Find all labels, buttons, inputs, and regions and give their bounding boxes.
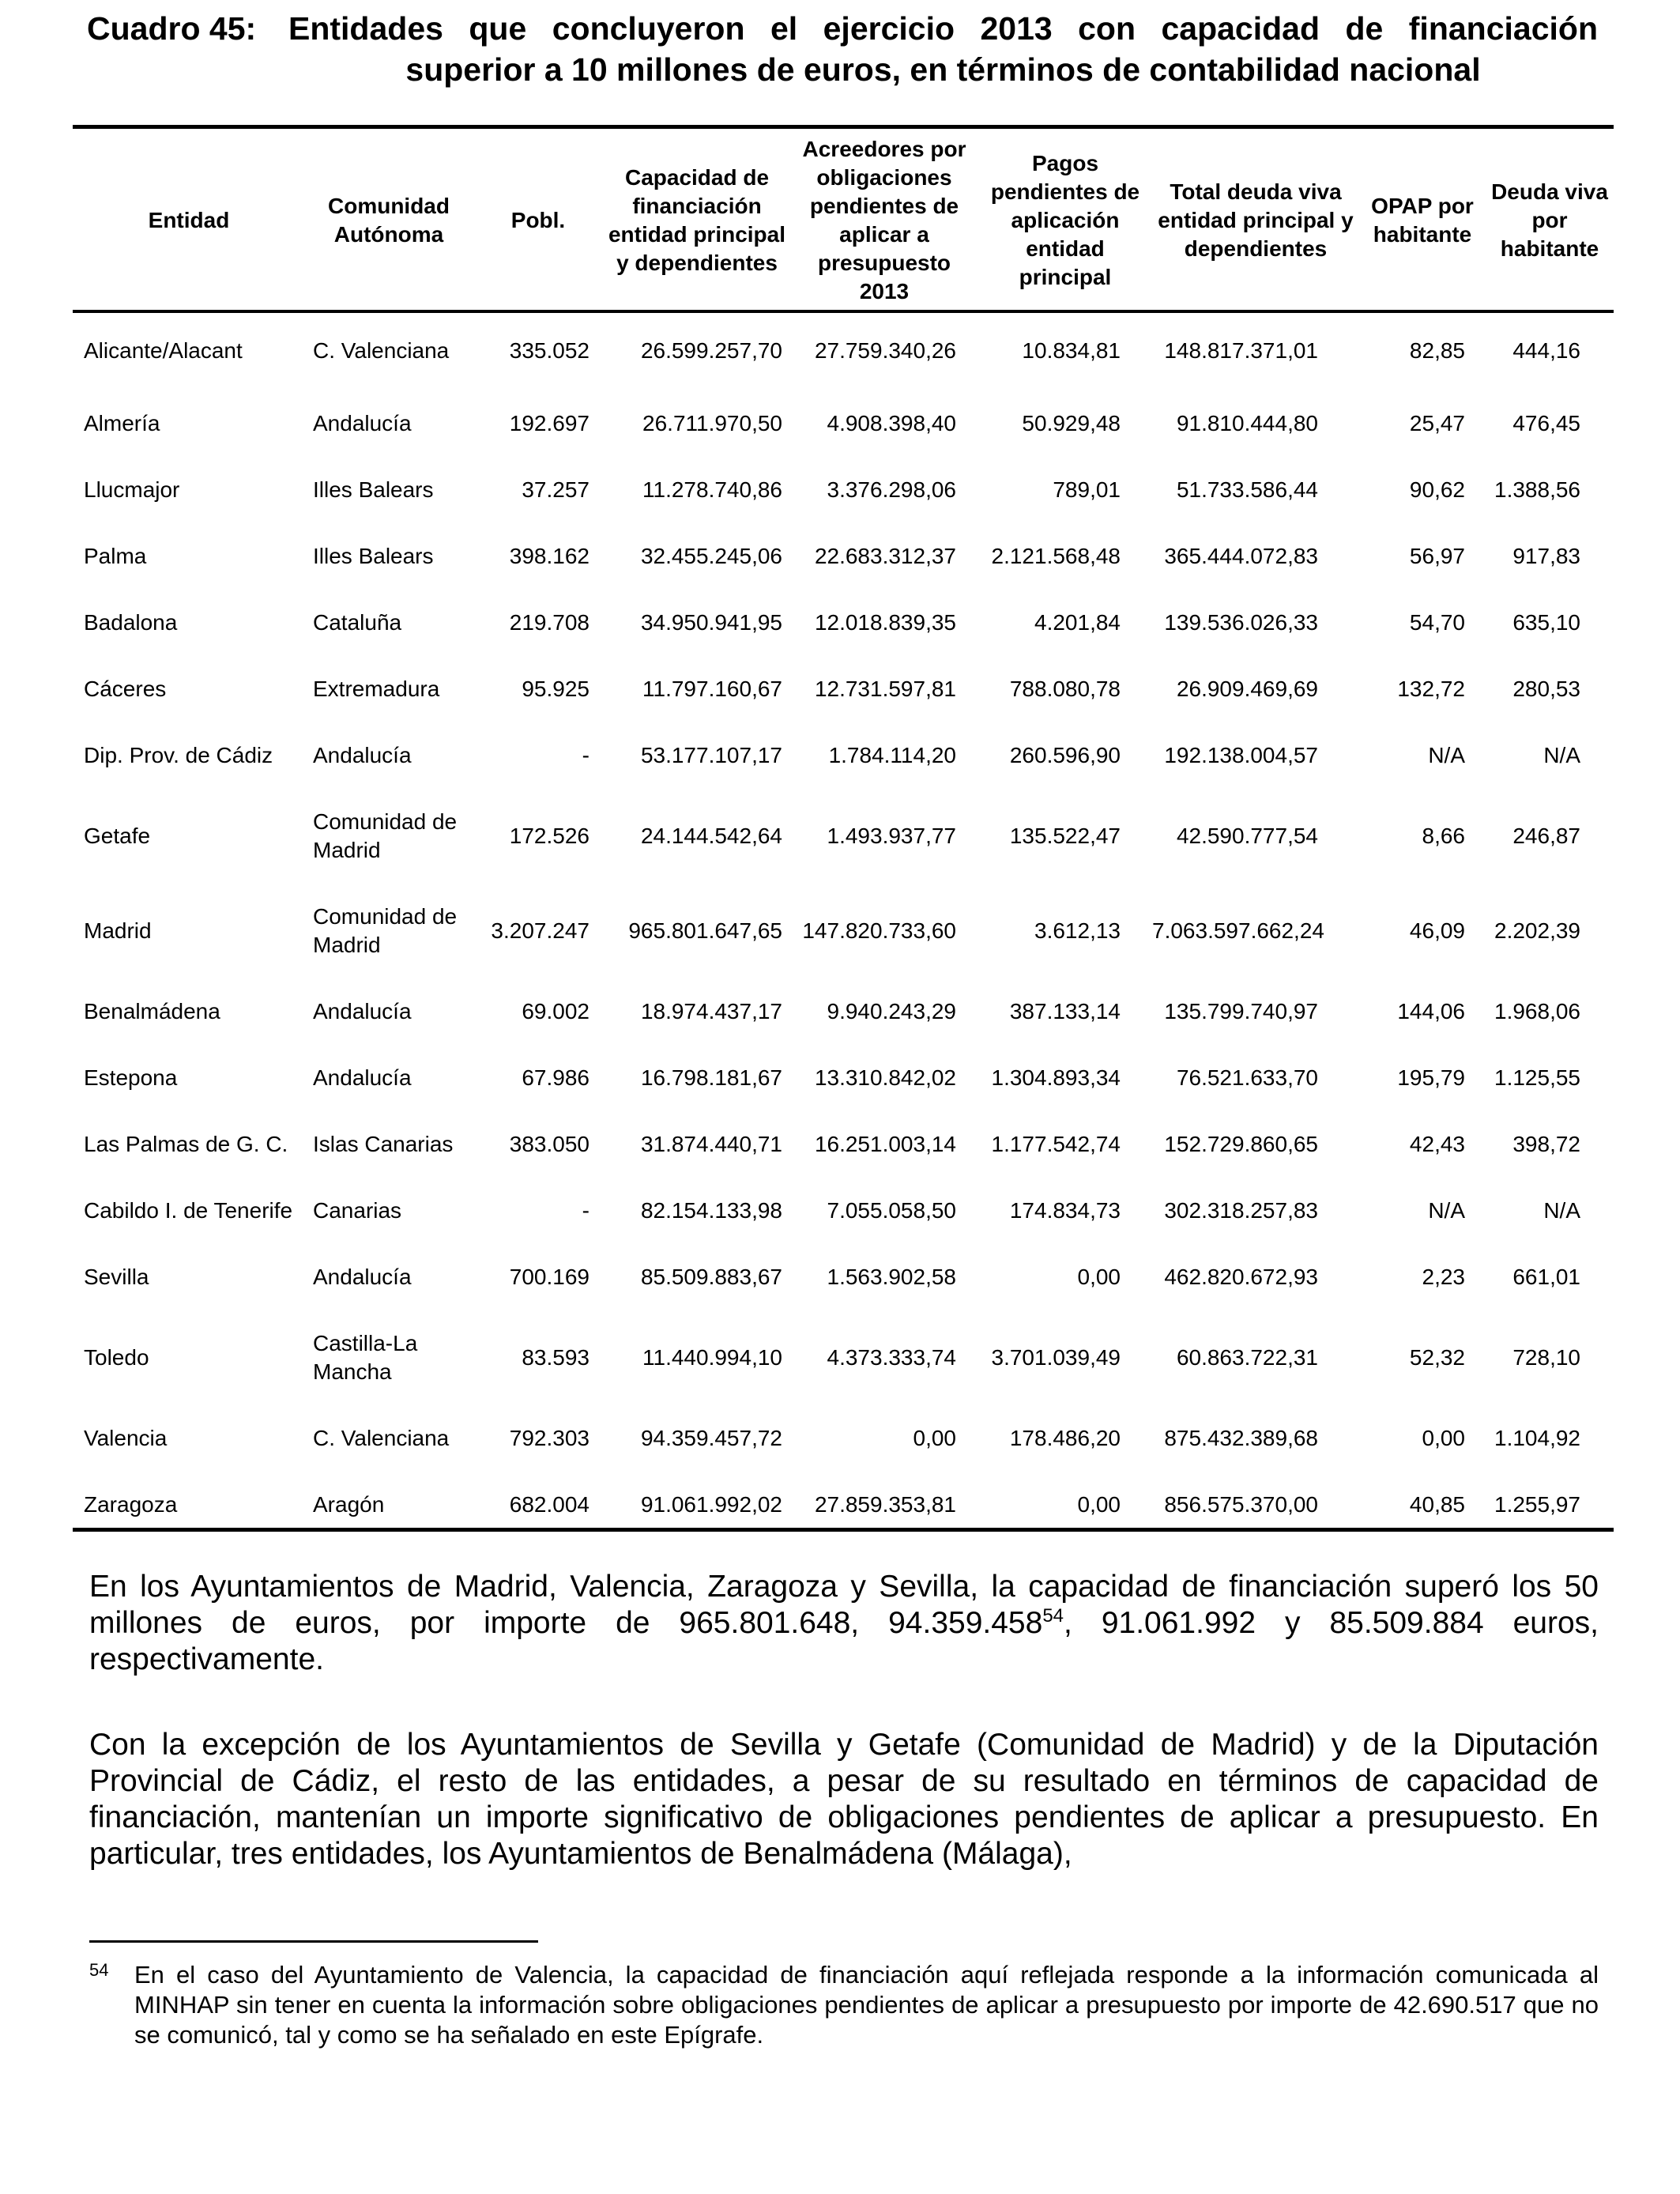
cell-poblacion: 398.162 [509,544,590,568]
cell-comunidad: Illes Balears [313,477,434,502]
cell-comunidad: Andalucía [313,999,412,1023]
cell-poblacion: 335.052 [509,338,590,363]
cell-opap: 2,23 [1422,1265,1465,1289]
table-body [73,311,1614,1538]
table-bottom-rule [73,1528,1614,1532]
cell-acreedores: 3.376.298,06 [827,477,956,502]
cell-capacidad: 91.061.992,02 [640,1492,782,1517]
cell-pagos: 0,00 [1077,1265,1121,1289]
cell-acreedores: 27.859.353,81 [814,1492,956,1517]
cell-acreedores: 1.563.902,58 [827,1265,956,1289]
cell-total-deuda: 26.909.469,69 [1176,677,1318,701]
table-row [73,1310,1614,1405]
cell-entidad: Toledo [84,1345,149,1370]
cell-capacidad: 26.711.970,50 [642,411,782,435]
cell-opap: 8,66 [1422,824,1465,848]
footnote [89,1960,1599,2050]
cell-poblacion: 172.526 [509,824,590,848]
cell-comunidad: Canarias [313,1198,402,1223]
table-top-rule [73,125,1614,129]
cell-poblacion: 37.257 [522,477,590,502]
cell-total-deuda: 152.729.860,65 [1164,1132,1318,1156]
cell-deuda-habitante: N/A [1543,1198,1580,1223]
cell-deuda-habitante: 728,10 [1512,1345,1580,1370]
cell-comunidad: Islas Canarias [313,1132,454,1156]
header-entidad: Entidad [148,208,230,232]
cell-entidad: Llucmajor [84,477,180,502]
header-total-deuda: Total deuda viva entidad principal y dependientes [1158,179,1354,261]
table-row [73,1178,1614,1244]
cell-comunidad: Castilla-La Mancha [313,1331,418,1384]
cell-opap: N/A [1428,743,1465,767]
cell-entidad: Las Palmas de G. C. [84,1132,288,1156]
cell-pagos: 135.522,47 [1009,824,1121,848]
cell-total-deuda: 60.863.722,31 [1176,1345,1318,1370]
cell-total-deuda: 139.536.026,33 [1164,610,1318,635]
cell-pagos: 788.080,78 [1009,677,1121,701]
cell-acreedores: 4.373.333,74 [827,1345,956,1370]
cell-poblacion: 95.925 [522,677,590,701]
cell-capacidad: 94.359.457,72 [640,1426,782,1450]
cell-capacidad: 965.801.647,65 [628,918,782,943]
cell-pagos: 174.834,73 [1009,1198,1121,1223]
caption-label: Cuadro 45: [87,10,257,47]
cell-total-deuda: 91.810.444,80 [1176,411,1318,435]
table-row [73,884,1614,978]
cell-entidad: Valencia [84,1426,168,1450]
cell-entidad: Cabildo I. de Tenerife [84,1198,293,1223]
paragraph1-text-b: , 91.061.992 y 85.509.884 euros, respectivamente. [89,1606,1599,1676]
cell-acreedores: 12.731.597,81 [814,677,956,701]
cell-deuda-habitante: 1.968,06 [1494,999,1580,1023]
cell-comunidad: Comunidad de Madrid [313,809,458,862]
caption-title-line1: Entidades que concluyeron el ejercicio 2013 con capacidad de financiación [288,10,1598,47]
cell-acreedores: 22.683.312,37 [814,544,956,568]
cell-comunidad: Cataluña [313,610,402,635]
footnote-text: En el caso del Ayuntamiento de Valencia, la capacidad de financiación aquí reflejada responde a la información comunicada al MINHAP sin tener en cuenta la información sobre obligaciones pendientes de aplicar a presupuesto por importe de 42.690.517 que no se comunicó, tal y como se ha señalado en este Epígrafe. [134,1961,1599,2049]
cell-capacidad: 16.798.181,67 [640,1065,782,1090]
cell-pagos: 2.121.568,48 [991,544,1121,568]
cell-opap: 195,79 [1397,1065,1465,1090]
table-header-row [73,130,1614,311]
cell-pagos: 1.304.893,34 [991,1065,1121,1090]
cell-total-deuda: 365.444.072,83 [1164,544,1318,568]
cell-capacidad: 24.144.542,64 [640,824,782,848]
header-pagos-pendientes: Pagos pendientes de aplicación entidad principal [990,151,1140,289]
cell-acreedores: 16.251.003,14 [814,1132,956,1156]
cell-comunidad: C. Valenciana [313,338,450,363]
cell-comunidad: Andalucía [313,411,412,435]
cell-opap: N/A [1428,1198,1465,1223]
cell-capacidad: 34.950.941,95 [640,610,782,635]
cell-pagos: 4.201,84 [1034,610,1121,635]
cell-pagos: 10.834,81 [1022,338,1121,363]
table-row [73,1045,1614,1111]
cell-capacidad: 11.278.740,86 [642,477,782,502]
cell-deuda-habitante: N/A [1543,743,1580,767]
cell-capacidad: 85.509.883,67 [640,1265,782,1289]
table-row [73,457,1614,523]
table-row [73,590,1614,656]
cell-total-deuda: 148.817.371,01 [1164,338,1318,363]
footnote-separator [89,1940,538,1943]
cell-capacidad: 82.154.133,98 [640,1198,782,1223]
cell-deuda-habitante: 444,16 [1512,338,1580,363]
cell-capacidad: 53.177.107,17 [640,743,782,767]
cell-pagos: 387.133,14 [1009,999,1121,1023]
cell-comunidad: Aragón [313,1492,385,1517]
cell-pagos: 3.701.039,49 [991,1345,1121,1370]
cell-entidad: Dip. Prov. de Cádiz [84,743,273,767]
cell-total-deuda: 192.138.004,57 [1164,743,1318,767]
cell-poblacion: 192.697 [509,411,590,435]
cell-poblacion: 219.708 [509,610,590,635]
cell-deuda-habitante: 398,72 [1512,1132,1580,1156]
cell-opap: 144,06 [1397,999,1465,1023]
cell-opap: 52,32 [1409,1345,1465,1370]
cell-poblacion: - [582,743,590,767]
cell-pagos: 3.612,13 [1034,918,1121,943]
cell-opap: 25,47 [1409,411,1465,435]
cell-total-deuda: 875.432.389,68 [1164,1426,1318,1450]
cell-acreedores: 147.820.733,60 [802,918,956,943]
cell-poblacion: 83.593 [522,1345,590,1370]
header-opap-habitante: OPAP por habitante [1371,194,1474,247]
footnote-number: 54 [89,1960,109,1980]
cell-comunidad: Andalucía [313,743,412,767]
cell-entidad: Madrid [84,918,152,943]
cell-capacidad: 26.599.257,70 [640,338,782,363]
cell-deuda-habitante: 661,01 [1512,1265,1580,1289]
table-row [73,1405,1614,1472]
cell-pagos: 50.929,48 [1022,411,1121,435]
table-row [73,789,1614,884]
cell-entidad: Palma [84,544,147,568]
cell-capacidad: 32.455.245,06 [640,544,782,568]
cell-pagos: 789,01 [1053,477,1121,502]
cell-deuda-habitante: 1.388,56 [1494,477,1580,502]
cell-poblacion: 3.207.247 [491,918,590,943]
cell-poblacion: 69.002 [522,999,590,1023]
header-capacidad: Capacidad de financiación entidad principal y dependientes [608,165,786,275]
cell-poblacion: 383.050 [509,1132,590,1156]
cell-opap: 54,70 [1409,610,1465,635]
cell-deuda-habitante: 917,83 [1512,544,1580,568]
cell-opap: 46,09 [1409,918,1465,943]
table-row [73,978,1614,1045]
cell-capacidad: 31.874.440,71 [640,1132,782,1156]
cell-poblacion: 700.169 [509,1265,590,1289]
cell-deuda-habitante: 1.104,92 [1494,1426,1580,1450]
cell-poblacion: - [582,1198,590,1223]
cell-opap: 132,72 [1397,677,1465,701]
cell-entidad: Zaragoza [84,1492,178,1517]
table-row [73,390,1614,457]
cell-deuda-habitante: 1.255,97 [1494,1492,1580,1517]
cell-poblacion: 792.303 [509,1426,590,1450]
table-row [73,1111,1614,1178]
cell-entidad: Cáceres [84,677,167,701]
cell-total-deuda: 42.590.777,54 [1176,824,1318,848]
cell-deuda-habitante: 476,45 [1512,411,1580,435]
table-row [73,722,1614,789]
cell-deuda-habitante: 635,10 [1512,610,1580,635]
caption-title-line2: superior a 10 millones de euros, en términos de contabilidad nacional [405,51,1481,88]
cell-comunidad: Illes Balears [313,544,434,568]
header-deuda-habitante: Deuda viva por habitante [1491,179,1608,261]
cell-opap: 0,00 [1422,1426,1465,1450]
cell-deuda-habitante: 246,87 [1512,824,1580,848]
table-header-rule [73,310,1614,313]
cell-pagos: 0,00 [1077,1492,1121,1517]
table-row [73,656,1614,722]
footnote-reference: 54 [1042,1605,1064,1627]
header-poblacion: Pobl. [510,208,566,232]
cell-deuda-habitante: 280,53 [1512,677,1580,701]
cell-deuda-habitante: 2.202,39 [1494,918,1580,943]
cell-pagos: 178.486,20 [1009,1426,1121,1450]
cell-total-deuda: 135.799.740,97 [1164,999,1318,1023]
cell-entidad: Getafe [84,824,151,848]
table-row [73,1244,1614,1310]
header-comunidad: Comunidad Autónoma [328,194,450,247]
table-caption [87,8,1598,90]
table-row [73,311,1614,390]
paragraph1-text-a: En los Ayuntamientos de Madrid, Valencia, Zaragoza y Sevilla, la capacidad de financiación superó los 50 millones de euros, por importe de 965.801.648, 94.359.458 [89,1570,1599,1640]
cell-poblacion: 67.986 [522,1065,590,1090]
cell-acreedores: 9.940.243,29 [827,999,956,1023]
cell-total-deuda: 51.733.586,44 [1176,477,1318,502]
cell-acreedores: 12.018.839,35 [814,610,956,635]
cell-opap: 56,97 [1409,544,1465,568]
body-paragraph-2: Con la excepción de los Ayuntamientos de Sevilla y Getafe (Comunidad de Madrid) y de la Diputación Provincial de Cádiz, el resto de las entidades, a pesar de su resultado en términos de capacidad de financiación, mantenían un importe significativo de obligaciones pendientes de aplicar a presupuesto. En particular, tres entidades, los Ayuntamientos de Benalmádena (Málaga), [89,1728,1599,1871]
table-row [73,523,1614,590]
cell-capacidad: 11.440.994,10 [642,1345,782,1370]
cell-comunidad: Andalucía [313,1065,412,1090]
cell-acreedores: 1.493.937,77 [827,824,956,848]
cell-pagos: 1.177.542,74 [991,1132,1121,1156]
cell-comunidad: Andalucía [313,1265,412,1289]
cell-entidad: Sevilla [84,1265,149,1289]
cell-pagos: 260.596,90 [1009,743,1121,767]
cell-entidad: Estepona [84,1065,178,1090]
cell-acreedores: 1.784.114,20 [828,743,956,767]
cell-entidad: Badalona [84,610,178,635]
cell-acreedores: 13.310.842,02 [814,1065,956,1090]
cell-comunidad: C. Valenciana [313,1426,450,1450]
body-paragraph-1 [89,1569,1599,1678]
cell-acreedores: 27.759.340,26 [814,338,956,363]
cell-comunidad: Comunidad de Madrid [313,904,458,957]
cell-poblacion: 682.004 [509,1492,590,1517]
cell-capacidad: 11.797.160,67 [642,677,782,701]
cell-total-deuda: 302.318.257,83 [1164,1198,1318,1223]
cell-total-deuda: 462.820.672,93 [1164,1265,1318,1289]
cell-acreedores: 7.055.058,50 [827,1198,956,1223]
entities-table [73,130,1614,1538]
header-acreedores: Acreedores por obligaciones pendientes de aplicar a presupuesto 2013 [802,137,966,303]
cell-entidad: Almería [84,411,160,435]
cell-entidad: Benalmádena [84,999,220,1023]
cell-total-deuda: 7.063.597.662,24 [1152,918,1324,943]
cell-comunidad: Extremadura [313,677,440,701]
cell-capacidad: 18.974.437,17 [640,999,782,1023]
cell-deuda-habitante: 1.125,55 [1494,1065,1580,1090]
cell-opap: 42,43 [1409,1132,1465,1156]
cell-acreedores: 0,00 [913,1426,956,1450]
cell-opap: 40,85 [1409,1492,1465,1517]
cell-opap: 90,62 [1409,477,1465,502]
cell-total-deuda: 76.521.633,70 [1176,1065,1318,1090]
cell-opap: 82,85 [1409,338,1465,363]
cell-entidad: Alicante/Alacant [84,338,243,363]
cell-acreedores: 4.908.398,40 [827,411,956,435]
cell-total-deuda: 856.575.370,00 [1164,1492,1318,1517]
